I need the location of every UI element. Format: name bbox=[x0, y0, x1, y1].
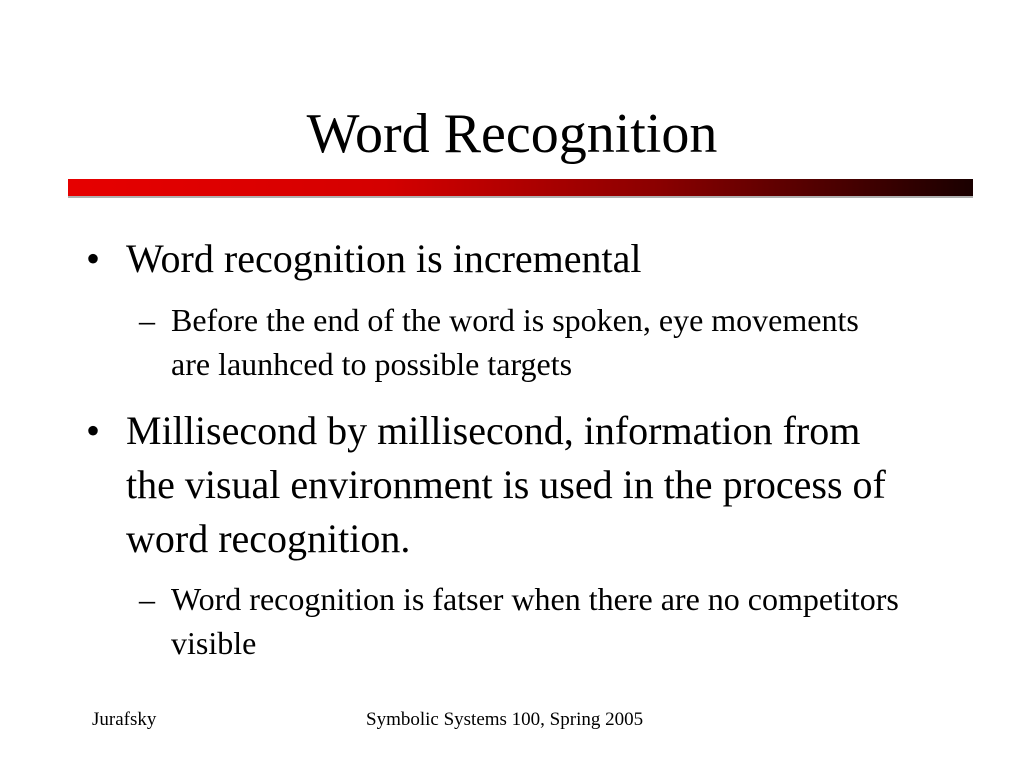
footer-course: Symbolic Systems 100, Spring 2005 bbox=[366, 709, 644, 730]
bullet-item bbox=[86, 232, 916, 286]
footer-author: Jurafsky bbox=[92, 709, 157, 730]
slide-title: Word Recognition bbox=[306, 103, 718, 165]
sub-bullet-item bbox=[139, 577, 899, 665]
bullet-text: Millisecond by millisecond, information from the visual environment is used in the process of word recognition. bbox=[126, 408, 886, 561]
bullet-item bbox=[86, 404, 916, 566]
sub-bullet-marker: – bbox=[139, 302, 155, 338]
sub-bullet-item bbox=[139, 298, 899, 386]
sub-bullet-text: Word recognition is fatser when there are no competitors visible bbox=[171, 581, 899, 661]
title-divider-bar bbox=[68, 179, 973, 196]
bullet-marker: • bbox=[86, 408, 101, 453]
sub-bullet-text: Before the end of the word is spoken, eye movements are launhced to possible targets bbox=[171, 302, 859, 382]
sub-bullet-marker: – bbox=[139, 581, 155, 617]
bullet-text: Word recognition is incremental bbox=[126, 236, 642, 281]
bullet-marker: • bbox=[86, 236, 101, 281]
